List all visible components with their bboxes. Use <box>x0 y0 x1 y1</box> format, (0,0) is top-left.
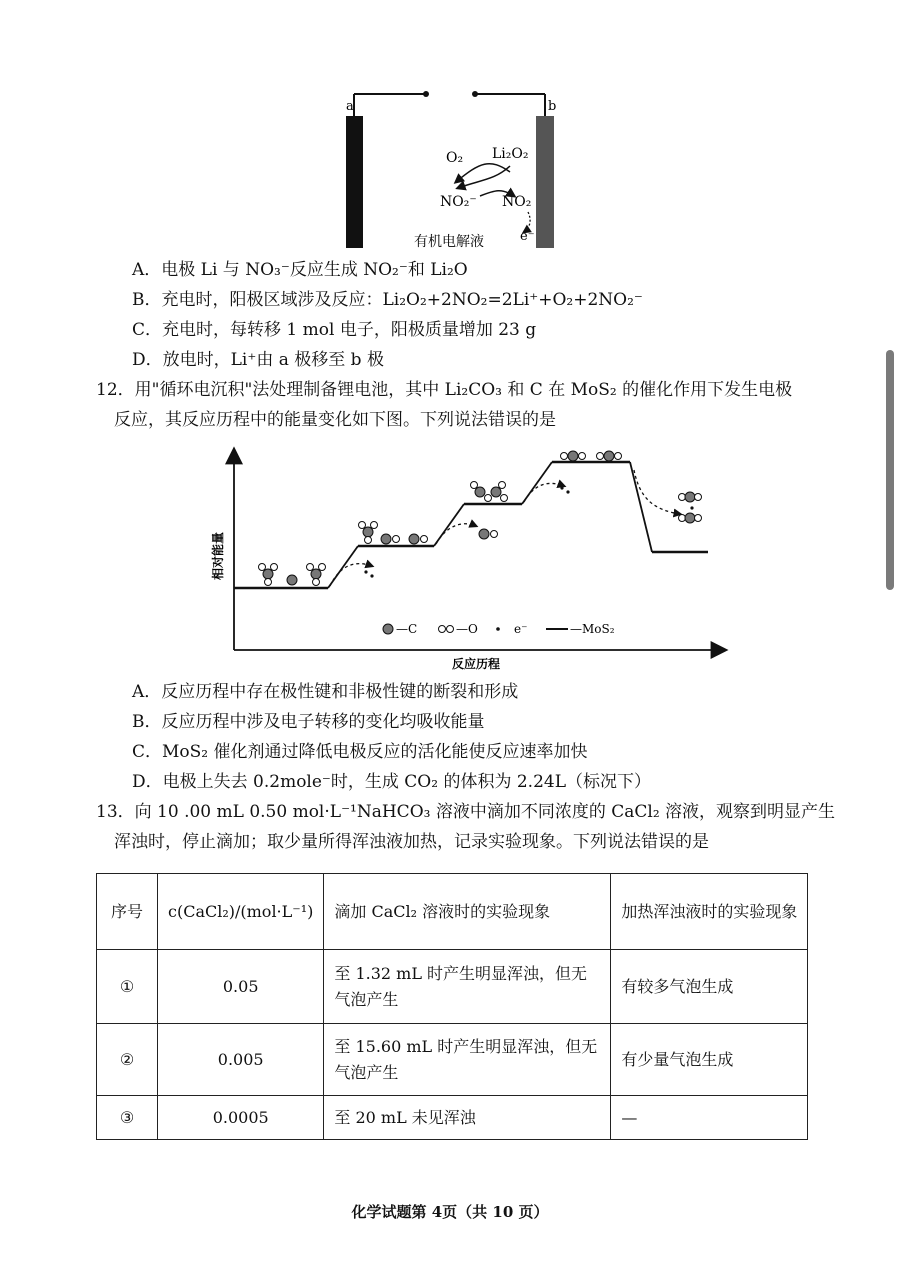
header-heat-phenomenon: 加热浑浊液时的实验现象 <box>611 874 808 950</box>
arrow-no2-to-no2minus <box>458 166 510 188</box>
o2-label: O₂ <box>446 150 464 166</box>
q12-option-a: A．反应历程中存在极性键和非极性键的断裂和形成 <box>132 682 519 702</box>
table-row <box>97 950 808 1024</box>
electrode-b-label: b <box>548 99 557 114</box>
header-drip-phenomenon: 滴加 CaCl₂ 溶液时的实验现象 <box>324 874 611 950</box>
row-drip-phenomenon: 至 1.32 mL 时产生明显浑浊，但无气泡产生 <box>324 950 611 1024</box>
table-row <box>97 1096 808 1140</box>
legend-e: e⁻ <box>514 622 528 636</box>
row-drip-phenomenon: 至 15.60 mL 时产生明显浑浊，但无气泡产生 <box>324 1024 611 1096</box>
row-concentration: 0.005 <box>158 1024 324 1096</box>
no2-label: NO₂ <box>502 194 532 210</box>
q12-stem-line2: 反应，其反应历程中的能量变化如下图。下列说法错误的是 <box>114 410 556 430</box>
row-index: ② <box>97 1024 158 1096</box>
q12-option-d: D．电极上失去 0.2mole⁻时，生成 CO₂ 的体积为 2.24L（标况下） <box>132 772 652 792</box>
q13-stem-line2: 浑浊时，停止滴加；取少量所得浑浊液加热，记录实验现象。下列说法错误的是 <box>114 832 709 852</box>
molecule-group-2 <box>359 522 498 545</box>
electrode-a-label: a <box>346 99 354 114</box>
x-axis-label: 反应历程 <box>452 657 501 671</box>
vertical-scrollbar[interactable] <box>886 350 894 590</box>
molecule-group-1 <box>259 564 374 586</box>
q12-option-c: C．MoS₂ 催化剂通过降低电极反应的活化能使反应速率加快 <box>132 742 588 762</box>
energy-diagram <box>200 440 740 675</box>
table-row <box>97 1024 808 1096</box>
electrode-b <box>536 116 554 248</box>
page-footer: 化学试题第 4页（共 10 页） <box>351 1203 549 1221</box>
molecule-group-3 <box>471 482 570 502</box>
q11-option-d: D．放电时，Li⁺由 a 极移至 b 极 <box>132 350 384 370</box>
q11-option-a: A．电极 Li 与 NO₃⁻反应生成 NO₂⁻和 Li₂O <box>132 260 468 280</box>
row-index: ① <box>97 950 158 1024</box>
legend-o: —O <box>456 622 478 636</box>
legend-c: —C <box>396 622 418 636</box>
q11-option-c: C．充电时，每转移 1 mol 电子，阳极质量增加 23 g <box>132 320 537 340</box>
experiment-table <box>96 873 808 1140</box>
q12-option-b: B．反应历程中涉及电子转移的变化均吸收能量 <box>132 712 485 732</box>
row-index: ③ <box>97 1096 158 1140</box>
molecule-group-4 <box>561 451 622 461</box>
legend-mos2: —MoS₂ <box>570 622 615 636</box>
row-concentration: 0.0005 <box>158 1096 324 1140</box>
row-drip-phenomenon: 至 20 mL 未见浑浊 <box>324 1096 611 1140</box>
molecule-group-5 <box>679 492 702 523</box>
header-index: 序号 <box>97 874 158 950</box>
header-concentration: c(CaCl₂)/(mol·L⁻¹) <box>158 874 324 950</box>
li2o2-label: Li₂O₂ <box>492 146 529 162</box>
electron-label: e⁻ <box>520 229 535 244</box>
row-heat-phenomenon: 有较多气泡生成 <box>611 950 808 1024</box>
q12-stem-line1: 12．用"循环电沉积"法处理制备锂电池，其中 Li₂CO₃ 和 C 在 MoS₂ 的催化作用下发生电极 <box>96 380 793 400</box>
row-concentration: 0.05 <box>158 950 324 1024</box>
q11-option-b: B．充电时，阳极区域涉及反应：Li₂O₂+2NO₂=2Li⁺+O₂+2NO₂⁻ <box>132 290 643 310</box>
electrode-a <box>346 116 363 248</box>
q13-stem-line1: 13．向 10 .00 mL 0.50 mol·L⁻¹NaHCO₃ 溶液中滴加不同浓度的 CaCl₂ 溶液，观察到明显产生 <box>96 802 836 822</box>
row-heat-phenomenon: 有少量气泡生成 <box>611 1024 808 1096</box>
no2-minus-label: NO₂⁻ <box>440 194 477 210</box>
y-axis-label: 相对能量 <box>211 531 225 580</box>
electrolyte-label: 有机电解液 <box>414 234 484 250</box>
row-heat-phenomenon: — <box>611 1096 808 1140</box>
dashed-arrow-1 <box>330 564 372 586</box>
table-header-row <box>97 874 808 950</box>
legend <box>383 622 615 636</box>
cell-diagram <box>330 80 570 255</box>
